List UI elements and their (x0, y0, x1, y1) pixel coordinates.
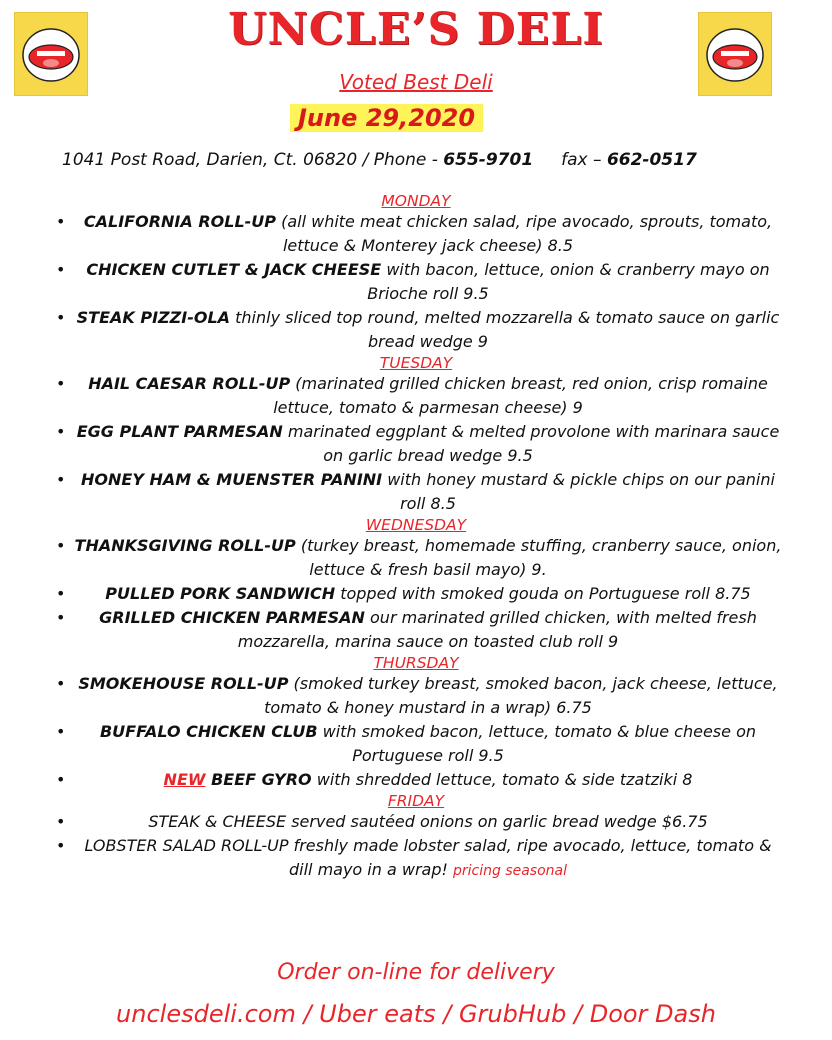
address-line (62, 150, 697, 170)
bullet-icon: • (56, 470, 66, 489)
item-desc: STEAK & CHEESE served sautéed onions on garlic bread wedge $6.75 (148, 812, 708, 831)
new-badge: NEW (163, 770, 206, 789)
bullet-icon: • (56, 722, 66, 741)
menu-item (40, 534, 792, 582)
bullet-icon: • (56, 674, 66, 693)
menu-item (40, 258, 792, 306)
item-name: CHICKEN CUTLET & JACK CHEESE (86, 260, 382, 279)
menu-item (40, 834, 792, 883)
bullet-icon: • (56, 836, 66, 855)
day-heading-tuesday: TUESDAY (379, 354, 453, 372)
menu-item (40, 606, 792, 654)
item-desc: with honey mustard & pickle chips on our panini roll 8.5 (382, 470, 775, 513)
bullet-icon: • (56, 422, 66, 441)
menu-item (40, 306, 792, 354)
item-desc: (all white meat chicken salad, ripe avocado, sprouts, tomato, lettuce & Monterey jack cheese) 8.5 (276, 212, 773, 255)
item-name: HONEY HAM & MUENSTER PANINI (81, 470, 383, 489)
menu-item (40, 810, 792, 834)
menu-item (40, 768, 792, 792)
page-title: UNCLE’S DELI (228, 4, 604, 55)
menu-item (40, 372, 792, 420)
bullet-icon: • (56, 770, 66, 789)
bullet-icon: • (56, 260, 66, 279)
voted-best-tagline: Voted Best Deli (339, 70, 493, 94)
bullet-icon: • (56, 308, 66, 327)
item-name: GRILLED CHICKEN PARMESAN (99, 608, 365, 627)
menu-list (40, 192, 792, 883)
menu-item (40, 420, 792, 468)
item-name: CALIFORNIA ROLL-UP (83, 212, 276, 231)
item-name: BEEF GYRO (205, 770, 312, 789)
menu-date: June 29,2020 (290, 104, 483, 132)
menu-item (40, 210, 792, 258)
item-desc: (marinated grilled chicken breast, red onion, crisp romaine lettuce, tomato & parmesan cheese) 9 (273, 374, 768, 417)
bullet-icon: • (56, 374, 66, 393)
day-heading-wednesday: WEDNESDAY (365, 516, 467, 534)
bullet-icon: • (56, 584, 66, 603)
item-desc: topped with smoked gouda on Portuguese roll 8.75 (335, 584, 751, 603)
bullet-icon: • (56, 608, 66, 627)
bullet-icon: • (56, 212, 66, 231)
day-heading-friday: FRIDAY (387, 792, 445, 810)
item-desc: (turkey breast, homemade stuffing, cranberry sauce, onion, lettuce & fresh basil mayo) 9. (295, 536, 782, 579)
item-desc: with shredded lettuce, tomato & side tzatziki 8 (311, 770, 693, 789)
pricing-note: pricing seasonal (452, 863, 568, 879)
bullet-icon: • (56, 536, 66, 555)
item-desc: with smoked bacon, lettuce, tomato & blue cheese on Portuguese roll 9.5 (317, 722, 756, 765)
address-text: 1041 Post Road, Darien, Ct. 06820 / Phone - (62, 150, 444, 170)
delivery-links: unclesdeli.com / Uber eats / GrubHub / Door Dash (116, 1000, 716, 1028)
order-online-banner: Order on-line for delivery (277, 960, 555, 985)
menu-item (40, 720, 792, 768)
item-desc: thinly sliced top round, melted mozzarella & tomato sauce on garlic bread wedge 9 (230, 308, 780, 351)
menu-item (40, 468, 792, 516)
fax-label: fax – (561, 150, 607, 170)
item-name: THANKSGIVING ROLL-UP (74, 536, 296, 555)
item-name: BUFFALO CHICKEN CLUB (99, 722, 318, 741)
menu-item (40, 672, 792, 720)
item-name: PULLED PORK SANDWICH (105, 584, 336, 603)
menu-item (40, 582, 792, 606)
phone-number: 655-9701 (443, 150, 534, 170)
item-desc: LOBSTER SALAD ROLL-UP freshly made lobster salad, ripe avocado, lettuce, tomato & dill mayo in a wrap! (84, 836, 772, 879)
item-name: SMOKEHOUSE ROLL-UP (78, 674, 289, 693)
day-heading-thursday: THURSDAY (373, 654, 459, 672)
fax-number: 662-0517 (606, 150, 697, 170)
item-desc: with bacon, lettuce, onion & cranberry mayo on Brioche roll 9.5 (367, 260, 770, 303)
bullet-icon: • (56, 812, 66, 831)
item-name: STEAK PIZZI-OLA (76, 308, 231, 327)
item-name: EGG PLANT PARMESAN (76, 422, 283, 441)
day-heading-monday: MONDAY (381, 192, 451, 210)
item-desc: (smoked turkey breast, smoked bacon, jack cheese, lettuce, tomato & honey mustard in a wrap) 6.75 (264, 674, 778, 717)
item-desc: marinated eggplant & melted provolone with marinara sauce on garlic bread wedge 9.5 (282, 422, 780, 465)
item-desc: our marinated grilled chicken, with melted fresh mozzarella, marina sauce on toasted club roll 9 (237, 608, 757, 651)
item-name: HAIL CAESAR ROLL-UP (88, 374, 291, 393)
